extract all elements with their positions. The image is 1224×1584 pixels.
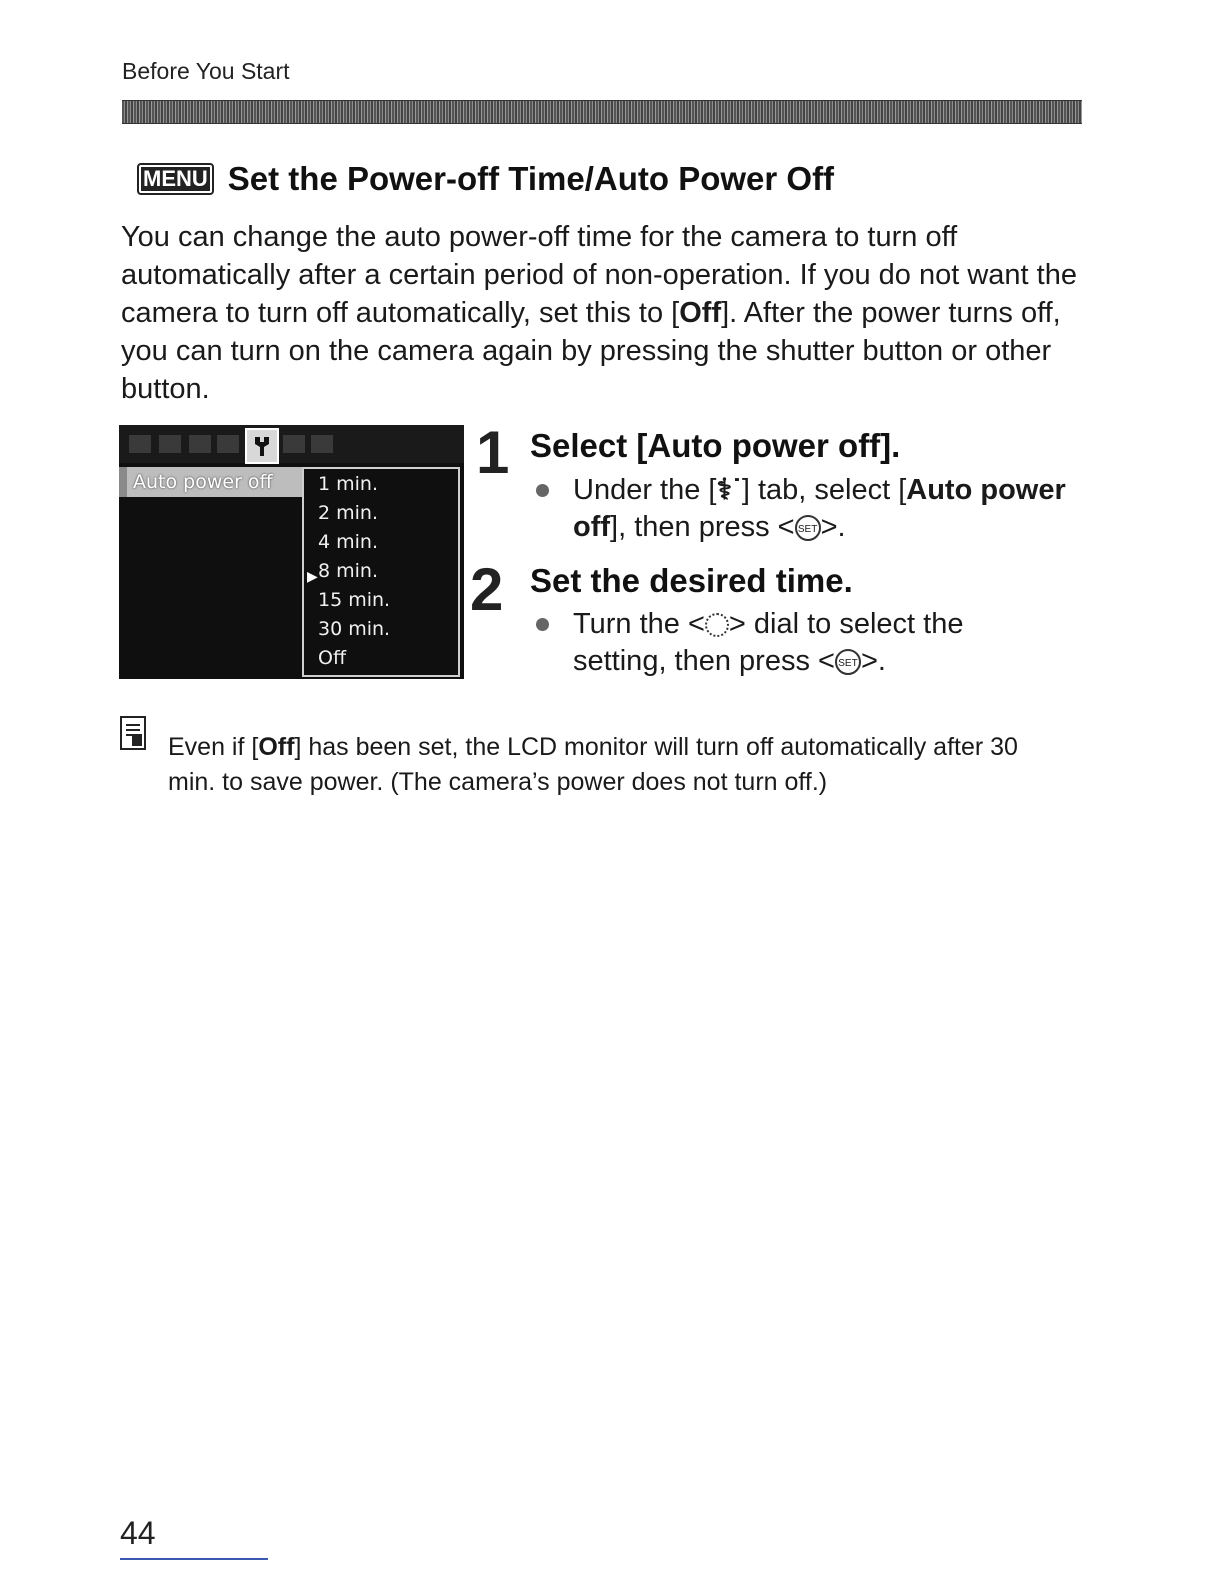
- menu-item-label: Auto power off: [133, 471, 273, 493]
- list-item: 15 min.: [318, 589, 391, 611]
- step1-text-a: Under the [: [573, 474, 717, 506]
- tab-setup-2: [283, 435, 305, 453]
- step2-text-b: > dial to select the setting, then press <: [573, 608, 964, 677]
- tab-setup-3: [311, 435, 333, 453]
- step1-text-b: ] tab, select [: [741, 474, 907, 506]
- note-text-2: ] has been set, the LCD monitor will turn off automatically after 30 min. to save power. (The camera’s power does not turn off.): [168, 733, 1018, 796]
- title-text: Set the Power-off Time/Auto Power Off: [227, 160, 835, 197]
- quick-control-dial-icon: [705, 613, 729, 637]
- intro-bold: Off: [679, 297, 722, 329]
- note-text: [168, 730, 1068, 800]
- wrench-tab-glyph: [253, 435, 271, 457]
- page-title: [137, 160, 834, 198]
- step-number-1: 1: [476, 419, 510, 486]
- wrench-tab-icon: ⚕˙: [716, 474, 742, 506]
- list-item: 4 min.: [318, 531, 378, 553]
- tab-playback-2: [217, 435, 239, 453]
- menu-icon: MENU: [137, 163, 214, 195]
- step-text-2: [573, 606, 1023, 680]
- page-number: 44: [120, 1515, 156, 1551]
- header-bar: [122, 100, 1082, 124]
- list-item: 30 min.: [318, 618, 391, 640]
- step1-bold: Auto power off: [573, 474, 1066, 543]
- lcd-screen: [119, 425, 464, 679]
- note-icon: [120, 716, 146, 750]
- selection-marker-icon: ▶: [307, 568, 318, 584]
- note-text-1: Even if [: [168, 733, 259, 761]
- tab-shooting-2: [159, 435, 181, 453]
- step-number-2: 2: [470, 556, 504, 623]
- bullet-icon: [536, 484, 549, 497]
- tab-shooting: [129, 435, 151, 453]
- list-item: 2 min.: [318, 502, 378, 524]
- note-bold: Off: [258, 733, 295, 761]
- options-list: [302, 467, 460, 677]
- intro-text-1: You can change the auto power-off time for the camera to turn off automatically after a certain period of non-operation. If you do not want the camera to turn off automatically, set this to [: [121, 221, 1077, 329]
- list-item: 8 min.: [318, 560, 378, 582]
- step2-text-a: Turn the <: [573, 608, 705, 640]
- page-underline: [120, 1558, 268, 1560]
- set-button-icon: SET: [835, 649, 861, 675]
- tab-playback: [189, 435, 211, 453]
- menu-tabs: [119, 425, 464, 463]
- intro-text-2: ]. After the power turns off, you can turn on the camera again by pressing the shutter button or other button.: [121, 297, 1061, 405]
- set-button-icon: SET: [795, 515, 821, 541]
- step-title-1: Select [Auto power off].: [530, 427, 901, 464]
- list-item: 1 min.: [318, 473, 378, 495]
- intro-paragraph: [121, 218, 1081, 408]
- step1-text-c: ], then press <: [610, 511, 795, 543]
- step1-text-d: >.: [820, 511, 846, 543]
- step-title-2: Set the desired time.: [530, 562, 853, 599]
- bullet-icon: [536, 618, 549, 631]
- menu-item-auto-power-off: [119, 467, 309, 497]
- list-item: Off: [318, 647, 347, 669]
- step2-text-c: >.: [860, 645, 886, 677]
- step-text-1: [573, 472, 1093, 546]
- wrench-icon: [245, 428, 279, 464]
- section-label: Before You Start: [122, 58, 290, 84]
